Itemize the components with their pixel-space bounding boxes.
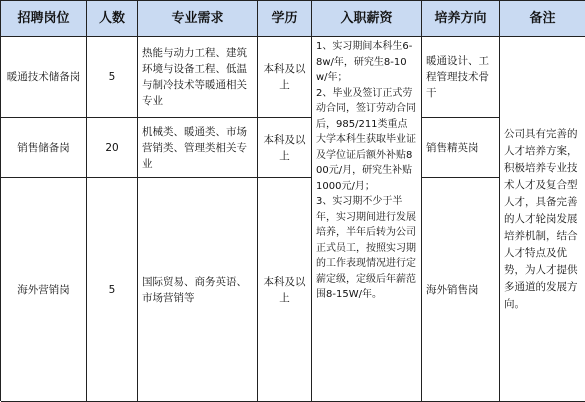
row1-major: 热能与动力工程、建筑环境与设备工程、低温与制冷技术等暖通相关专业 bbox=[138, 37, 258, 118]
header-position: 招聘岗位 bbox=[1, 1, 87, 37]
row2-major: 机械类、暖通类、市场营销类、管理类相关专业 bbox=[138, 118, 258, 178]
header-count: 人数 bbox=[87, 1, 138, 37]
row1-direction: 暖通设计、工程管理技术骨干 bbox=[422, 37, 500, 118]
row2-direction: 销售精英岗 bbox=[422, 118, 500, 178]
row3-direction: 海外销售岗 bbox=[422, 178, 500, 402]
row2-position: 销售储备岗 bbox=[1, 118, 87, 178]
row1-position: 暖通技术储备岗 bbox=[1, 37, 87, 118]
header-salary: 入职薪资 bbox=[312, 1, 422, 37]
row2-count: 20 bbox=[87, 118, 138, 178]
row1-count: 5 bbox=[87, 37, 138, 118]
row3-education: 本科及以上 bbox=[258, 178, 312, 402]
row3-position: 海外营销岗 bbox=[1, 178, 87, 402]
row1-education: 本科及以上 bbox=[258, 37, 312, 118]
row3-count: 5 bbox=[87, 178, 138, 402]
row2-education: 本科及以上 bbox=[258, 118, 312, 178]
row3-major: 国际贸易、商务英语、市场营销等 bbox=[138, 178, 258, 402]
header-remark: 备注 bbox=[500, 1, 585, 37]
salary-cell: 1、实习期间本科生6-8w/年，研究生8-10w/年； 2、毕业及签订正式劳动合同，签订劳动合同后，985/211类重点大学本科生获取毕业证及学位证后额外补贴800元/月，研究生补贴1000元/月； 3、实习期不少于半年，实习期间进行发展培养，半年后转为公司正式员工，按照实习期的工作表现情况进行定薪定级，定级后年薪范围8-15W/年。 bbox=[312, 37, 422, 402]
remark-cell: 公司具有完善的人才培养方案，积极培养专业技术人才及复合型人才，具备完善的人才轮岗发展培养机制，结合人才特点及优势，为人才提供多通道的发展方向。 bbox=[500, 37, 585, 402]
header-direction: 培养方向 bbox=[422, 1, 500, 37]
header-education: 学历 bbox=[258, 1, 312, 37]
header-major: 专业需求 bbox=[138, 1, 258, 37]
